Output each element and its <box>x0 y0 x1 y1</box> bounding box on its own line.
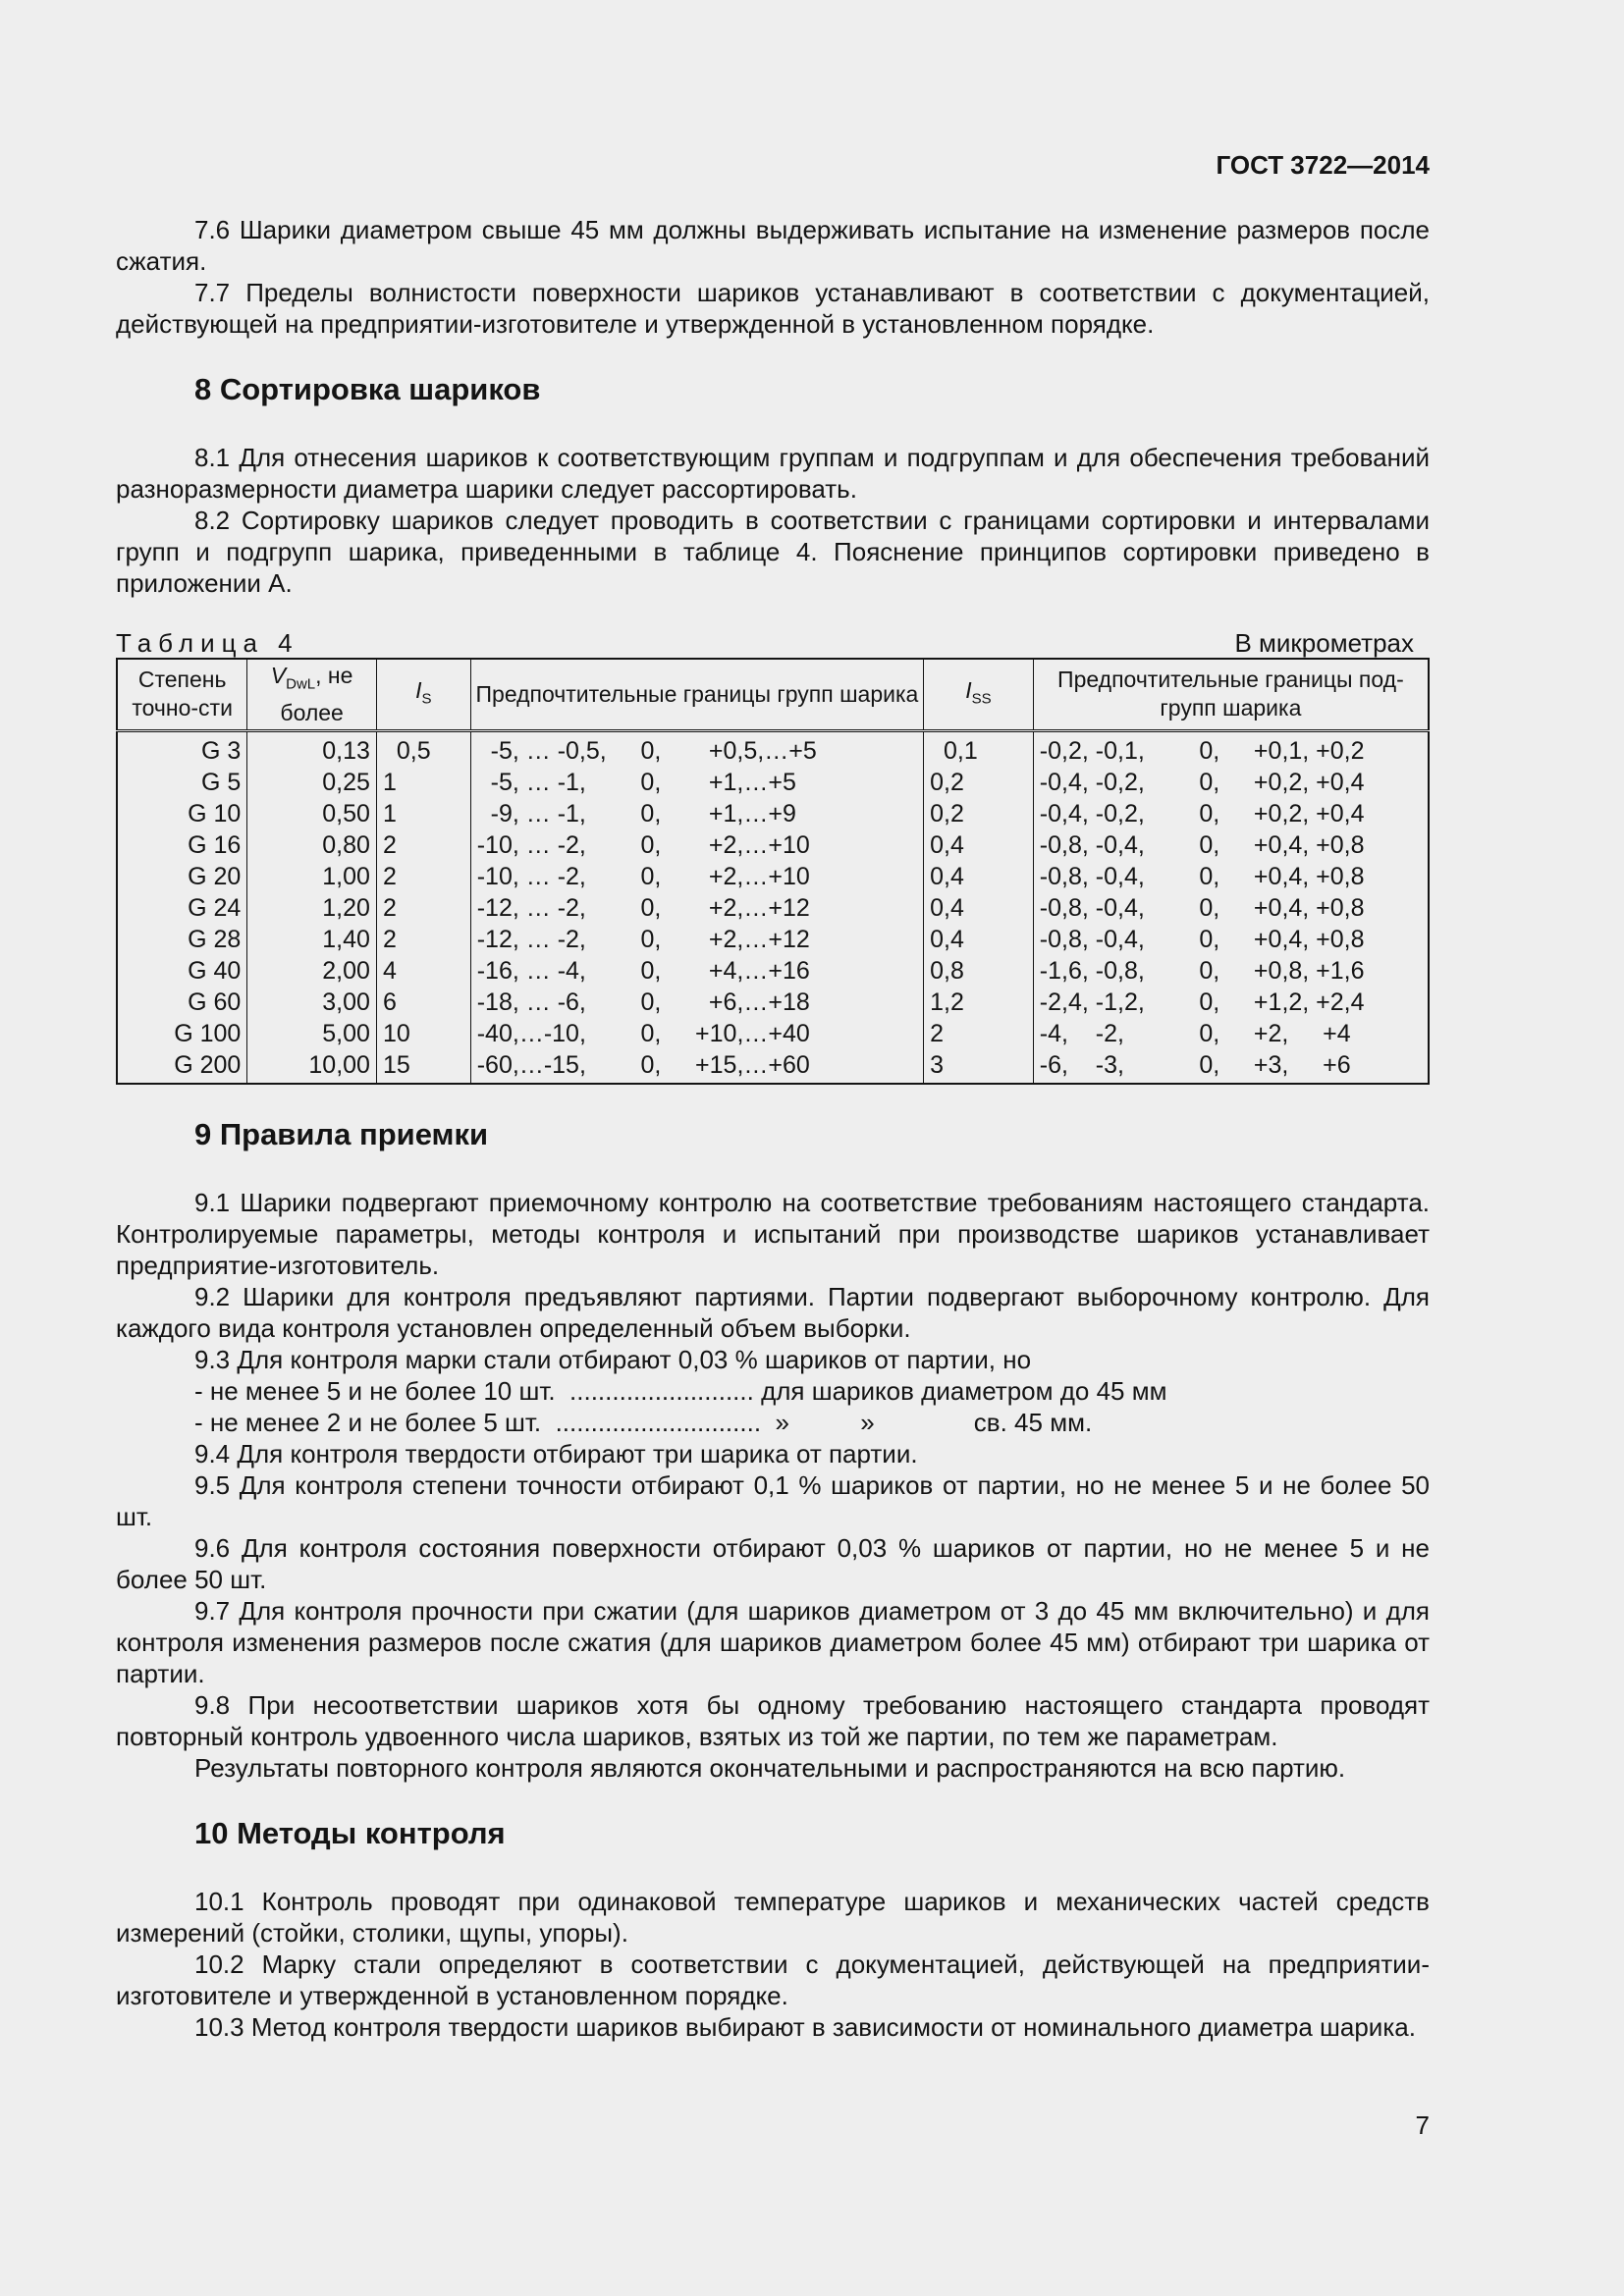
grade-cell: G 40 <box>117 955 247 987</box>
paragraph-7-7: 7.7 Пределы волнистости поверхности шариков устанавливают в соответствии с документацией, действующей на предприятии-изготовителе и утвержденной в установленном порядке. <box>116 278 1430 339</box>
grade-cell: G 28 <box>117 924 247 955</box>
vdwl-cell: 1,20 <box>247 892 377 924</box>
vdwl-cell: 0,80 <box>247 829 377 861</box>
header-grade: Степень точно-сти <box>117 659 247 730</box>
groups-cell: -10, … -2, 0, +2,…+10 <box>470 829 923 861</box>
groups-cell: -18, … -6, 0, +6,…+18 <box>470 987 923 1018</box>
paragraph-8-2: 8.2 Сортировку шариков следует проводить в соответствии с границами сортировки и интервалами групп и подгрупп шарика, приведенными в таблице 4. Пояснение принципов сортировки приведено в приложении А. <box>116 506 1430 598</box>
is-cell: 4 <box>376 955 470 987</box>
table-row <box>117 987 1429 1018</box>
page-number: 7 <box>1415 2110 1430 2140</box>
grade-cell: G 3 <box>117 730 247 767</box>
paragraph-9-1: 9.1 Шарики подвергают приемочному контролю на соответствие требованиям настоящего стандарта. Контролируемые параметры, методы контроля и испытаний при производстве шариков устанавливает предприятие-изготовитель. <box>116 1187 1430 1280</box>
page-content <box>116 214 1430 2043</box>
table-row <box>117 892 1429 924</box>
document-id: ГОСТ 3722—2014 <box>1216 150 1430 180</box>
is-cell: 2 <box>376 892 470 924</box>
table-units: В микрометрах <box>1234 628 1414 658</box>
is-cell: 2 <box>376 829 470 861</box>
section-8-title: 8 Сортировка шариков <box>194 372 541 406</box>
groups-cell: -40,…-10, 0, +10,…+40 <box>470 1018 923 1049</box>
iss-cell: 0,4 <box>924 829 1034 861</box>
vdwl-cell: 10,00 <box>247 1049 377 1084</box>
iss-cell: 0,2 <box>924 798 1034 829</box>
iss-cell: 0,8 <box>924 955 1034 987</box>
grade-cell: G 200 <box>117 1049 247 1084</box>
table-row <box>117 955 1429 987</box>
subgroups-cell: -0,4, -0,2, 0, +0,2, +0,4 <box>1033 798 1429 829</box>
sorting-table <box>116 658 1430 1085</box>
subgroups-cell: -0,4, -0,2, 0, +0,2, +0,4 <box>1033 767 1429 798</box>
subgroups-cell: -6, -3, 0, +3, +6 <box>1033 1049 1429 1084</box>
paragraph-9-7: 9.7 Для контроля прочности при сжатии (для шариков диаметром от 3 до 45 мм включительно) и для контроля изменения размеров после сжатия (для шариков диаметром более 45 мм) отбирают три шарика от партии. <box>116 1595 1430 1688</box>
is-cell: 1 <box>376 798 470 829</box>
table-row <box>117 924 1429 955</box>
table-caption <box>116 628 1430 658</box>
header-iss: $I_{SS}$ <box>924 659 1034 730</box>
is-cell: 2 <box>376 924 470 955</box>
is-cell: 0,5 <box>376 730 470 767</box>
grade-cell: G 16 <box>117 829 247 861</box>
paragraph-10-1: 10.1 Контроль проводят при одинаковой температуре шариков и механических частей средств измерений (стойки, столики, щупы, упоры). <box>116 1886 1430 1948</box>
iss-cell: 0,2 <box>924 767 1034 798</box>
vdwl-cell: 1,00 <box>247 861 377 892</box>
groups-cell: -5, … -0,5, 0, +0,5,…+5 <box>470 730 923 767</box>
subgroups-cell: -0,8, -0,4, 0, +0,4, +0,8 <box>1033 829 1429 861</box>
table-title: Таблица 4 <box>116 628 299 658</box>
is-cell: 2 <box>376 861 470 892</box>
paragraph-8-1: 8.1 Для отнесения шариков к соответствующим группам и подгруппам и для обеспечения требований разноразмерности диаметра шарики следует рассортировать. <box>116 443 1430 504</box>
header-vdwl: $V_{DwL}$, не более <box>247 659 377 730</box>
iss-cell: 3 <box>924 1049 1034 1084</box>
section-9-title: 9 Правила приемки <box>194 1116 489 1151</box>
paragraph-9-3: 9.3 Для контроля марки стали отбирают 0,03 % шариков от партии, но <box>194 1344 1032 1374</box>
paragraph-9-2: 9.2 Шарики для контроля предъявляют партиями. Партии подвергают выборочному контролю. Для каждого вида контроля установлен определенный объем выборки. <box>116 1281 1430 1343</box>
vdwl-cell: 2,00 <box>247 955 377 987</box>
subgroups-cell: -4, -2, 0, +2, +4 <box>1033 1018 1429 1049</box>
table-row <box>117 861 1429 892</box>
paragraph-9-8-result: Результаты повторного контроля являются окончательными и распространяются на всю партию. <box>194 1752 1346 1783</box>
groups-cell: -12, … -2, 0, +2,…+12 <box>470 924 923 955</box>
grade-cell: G 24 <box>117 892 247 924</box>
vdwl-cell: 0,50 <box>247 798 377 829</box>
vdwl-cell: 0,25 <box>247 767 377 798</box>
iss-cell: 2 <box>924 1018 1034 1049</box>
iss-cell: 0,4 <box>924 924 1034 955</box>
is-cell: 1 <box>376 767 470 798</box>
groups-cell: -5, … -1, 0, +1,…+5 <box>470 767 923 798</box>
header-is: $I_S$ <box>376 659 470 730</box>
vdwl-cell: 5,00 <box>247 1018 377 1049</box>
groups-cell: -60,…-15, 0, +15,…+60 <box>470 1049 923 1084</box>
vdwl-cell: 3,00 <box>247 987 377 1018</box>
paragraph-9-8: 9.8 При несоответствии шариков хотя бы одному требованию настоящего стандарта проводят повторный контроль удвоенного числа шариков, взятых из той же партии, по тем же параметрам. <box>116 1689 1430 1751</box>
is-cell: 15 <box>376 1049 470 1084</box>
table-row <box>117 730 1429 767</box>
is-cell: 10 <box>376 1018 470 1049</box>
table-header-row <box>117 659 1429 730</box>
paragraph-9-3-line-1: - не менее 5 и не более 10 шт. .......................... для шариков диаметром до 45 мм <box>194 1375 1167 1406</box>
groups-cell: -16, … -4, 0, +4,…+16 <box>470 955 923 987</box>
paragraph-10-2: 10.2 Марку стали определяют в соответствии с документацией, действующей на предприятии-изготовителе и утвержденной в установленном порядке. <box>116 1949 1430 2010</box>
subgroups-cell: -0,2, -0,1, 0, +0,1, +0,2 <box>1033 730 1429 767</box>
table-row <box>117 1018 1429 1049</box>
iss-cell: 0,4 <box>924 892 1034 924</box>
paragraph-10-3: 10.3 Метод контроля твердости шариков выбирают в зависимости от номинального диаметра шарика. <box>194 2011 1416 2042</box>
grade-cell: G 60 <box>117 987 247 1018</box>
grade-cell: G 5 <box>117 767 247 798</box>
paragraph-7-6: 7.6 Шарики диаметром свыше 45 мм должны выдерживать испытание на изменение размеров после сжатия. <box>116 215 1430 276</box>
vdwl-cell: 0,13 <box>247 730 377 767</box>
table-body <box>117 730 1429 1084</box>
table-row <box>117 829 1429 861</box>
groups-cell: -12, … -2, 0, +2,…+12 <box>470 892 923 924</box>
groups-cell: -9, … -1, 0, +1,…+9 <box>470 798 923 829</box>
paragraph-9-3-line-2: - не менее 2 и не более 5 шт. ............................. » » св. 45 мм. <box>194 1407 1093 1437</box>
header-subgroups: Предпочтительные границы под-групп шарика <box>1033 659 1429 730</box>
iss-cell: 0,4 <box>924 861 1034 892</box>
subgroups-cell: -1,6, -0,8, 0, +0,8, +1,6 <box>1033 955 1429 987</box>
groups-cell: -10, … -2, 0, +2,…+10 <box>470 861 923 892</box>
paragraph-9-6: 9.6 Для контроля состояния поверхности отбирают 0,03 % шариков от партии, но не менее 5 и не более 50 шт. <box>116 1532 1430 1594</box>
subgroups-cell: -0,8, -0,4, 0, +0,4, +0,8 <box>1033 924 1429 955</box>
header-groups: Предпочтительные границы групп шарика <box>470 659 923 730</box>
subgroups-cell: -0,8, -0,4, 0, +0,4, +0,8 <box>1033 861 1429 892</box>
grade-cell: G 100 <box>117 1018 247 1049</box>
paragraph-9-4: 9.4 Для контроля твердости отбирают три шарика от партии. <box>194 1438 918 1468</box>
paragraph-9-5: 9.5 Для контроля степени точности отбирают 0,1 % шариков от партии, но не менее 5 и не более 50 шт. <box>116 1469 1430 1531</box>
iss-cell: 0,1 <box>924 730 1034 767</box>
is-cell: 6 <box>376 987 470 1018</box>
table-row <box>117 767 1429 798</box>
section-10-title: 10 Методы контроля <box>194 1815 506 1850</box>
table-row <box>117 798 1429 829</box>
grade-cell: G 10 <box>117 798 247 829</box>
vdwl-cell: 1,40 <box>247 924 377 955</box>
subgroups-cell: -2,4, -1,2, 0, +1,2, +2,4 <box>1033 987 1429 1018</box>
table-row <box>117 1049 1429 1084</box>
iss-cell: 1,2 <box>924 987 1034 1018</box>
subgroups-cell: -0,8, -0,4, 0, +0,4, +0,8 <box>1033 892 1429 924</box>
grade-cell: G 20 <box>117 861 247 892</box>
